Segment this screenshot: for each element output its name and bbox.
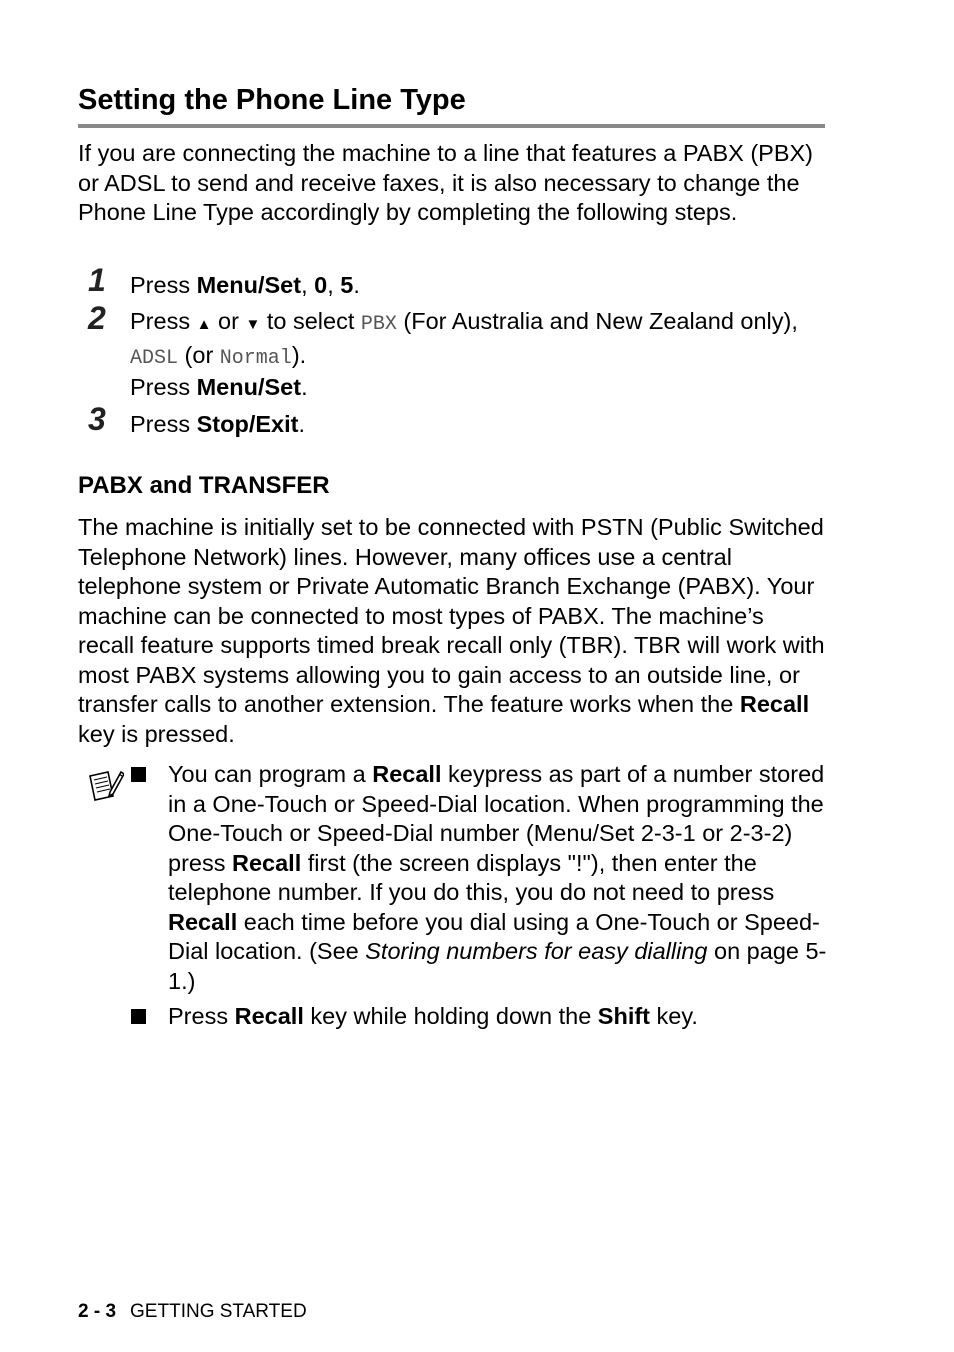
chapter-name: GETTING STARTED [130, 1301, 307, 1322]
section-heading: PABX and TRANSFER [78, 472, 330, 499]
up-arrow-icon: ▲ [196, 316, 212, 333]
option-adsl: ADSL [130, 347, 179, 370]
step-text: Press Stop/Exit. [130, 411, 305, 437]
cross-reference: Storing numbers for easy dialling [365, 938, 708, 964]
page-number: 2 - 3 [78, 1301, 117, 1322]
key-stop-exit: Stop/Exit [196, 411, 299, 437]
note-text: You can program a Recall keypress as part of a number stored in a One-Touch or Speed-Dial location. When programming the One-Touch or Speed-Dial number (Menu/Set 2-3-1 or 2-3-2) press Recall first (the screen displays "!"), then enter the telephone number. If you do this, you do not need to press Recall each time before you dial using a One-Touch or Speed-Dial location. (See Storing numbers for easy dialling on page 5-1.) [168, 761, 827, 994]
step-number: 2 [88, 300, 106, 336]
key-menu-set: Menu/Set [196, 374, 302, 400]
title-rule [78, 124, 825, 128]
page-footer [78, 1301, 307, 1323]
key-0: 0 [314, 272, 328, 298]
page-title: Setting the Phone Line Type [78, 84, 466, 116]
bullet-square-icon [131, 767, 146, 782]
key-menu-set: Menu/Set [196, 272, 302, 298]
step-text: Press ▲ or ▼ to select PBX (For Australia and New Zealand only), ADSL (or Normal). [130, 308, 798, 370]
key-recall: Recall [739, 691, 810, 717]
note-text: Press Recall key while holding down the Shift key. [168, 1003, 698, 1029]
note-pencil-icon [86, 766, 124, 806]
bullet-square-icon [131, 1009, 146, 1024]
key-5: 5 [340, 272, 354, 298]
body-paragraph: The machine is initially set to be connected with PSTN (Public Switched Telephone Network) lines. However, many offices use a central telephone system or Private Automatic Branch Exchange (PABX). Your machine can be connected to most types of PABX. The machine’s recall feature supports timed break recall only (TBR). TBR will work with most PABX systems allowing you to gain access to an outside line, or transfer calls to another extension. The feature works when the Recall key is pressed. [78, 514, 825, 747]
option-pbx: PBX [360, 313, 397, 336]
step-text-2: Press Menu/Set. [130, 374, 308, 400]
step-number: 3 [88, 401, 106, 437]
option-normal: Normal [219, 347, 292, 370]
step-number: 1 [88, 262, 106, 298]
intro-paragraph: If you are connecting the machine to a line that features a PABX (PBX) or ADSL to send and receive faxes, it is also necessary to change the Phone Line Type accordingly by completing the following steps. [78, 140, 814, 225]
step-text: Press Menu/Set, 0, 5. [130, 272, 360, 298]
down-arrow-icon: ▼ [245, 316, 261, 333]
